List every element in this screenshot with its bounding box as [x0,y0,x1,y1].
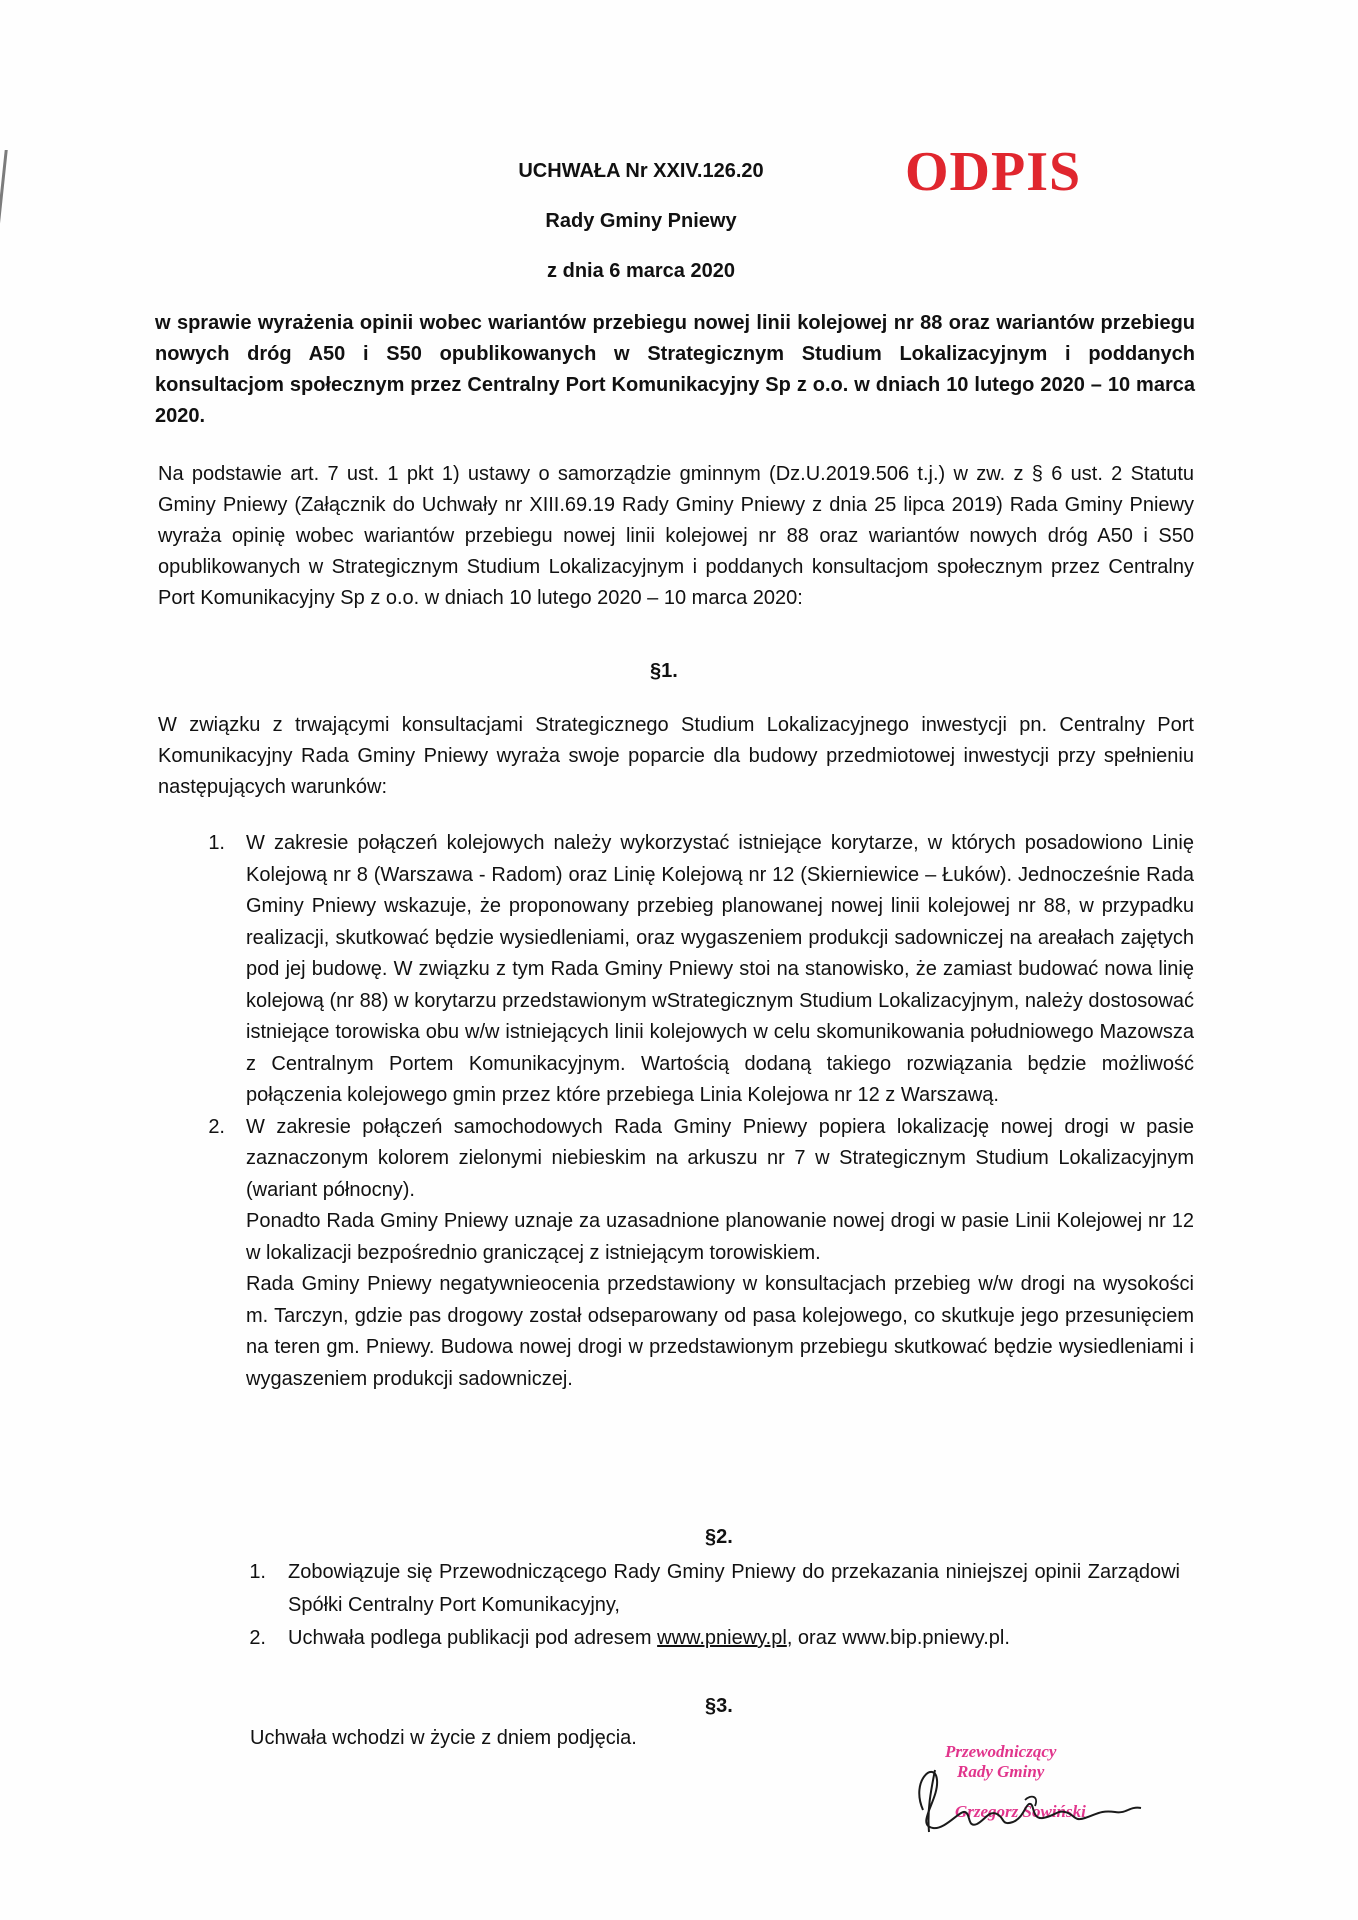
section-1-intro: W związku z trwającymi konsultacjami Strategicznego Studium Lokalizacyjnego inwestycji pn. Centralny Port Komunikacyjny Rada Gminy Pniewy wyraża swoje poparcie dla budowy przedmiotowej inwestycji przy spełnieniu następujących warunków: [158,714,1194,798]
section-1-title: §1. [650,660,678,682]
signature-stamp-council: Rady Gminy [957,1762,1045,1781]
publication-text: Uchwała podlega publikacji pod adresem [288,1627,658,1649]
list-item-text: Zobowiązuje się Przewodniczącego Rady Gminy Pniewy do przekazania niniejszej opinii Zarządowi Spółki Centralny Port Komunikacyjny, [288,1561,1180,1616]
section-2-title: §2. [705,1526,733,1548]
list-item [158,1112,1194,1396]
entry-into-force: Uchwała wchodzi w życie z dniem podjęcia. [250,1727,637,1749]
section-1-list [158,828,1194,1395]
item-paragraph: W zakresie połączeń samochodowych Rada Gminy Pniewy popiera lokalizację nowej drogi w pasie zaznaczonym kolorem zielonymi niebieskim na arkuszu nr 7 w Strategicznym Studium Lokalizacyjnym (wariant północny). [246,1115,1194,1201]
resolution-number: UCHWAŁA Nr XXIV.126.20 [518,160,764,182]
copy-stamp: ODPIS [905,141,1082,203]
item-paragraph: W zakresie połączeń kolejowych należy wykorzystać istniejące korytarze, w których posadowiono Linię Kolejową nr 8 (Warszawa - Radom) oraz Linię Kolejową nr 12 (Skierniewice – Łuków). Jednocześnie Rada Gminy Pniewy wskazuje, że proponowany przebieg planowanej nowej linii kolejowej nr 88, w przypadku realizacji, skutkować będzie wysiedleniami, oraz wygaszeniem produkcji sadowniczej na areałach zajętych pod jej budowę. W związku z tym Rada Gminy Pniewy stoi na stanowisko, że zamiast budować nowa linię kolejową (nr 88) w korytarzu przedstawionym wStrategicznym Studium Lokalizacyjnym, należy dostosować istniejące torowiska obu w/w istniejących linii kolejowych w celu skomunikowania południowego Mazowsza z Centralnym Portem Komunikacyjnym. Wartością dodaną takiego rozwiązania będzie możliwość połączenia kolejowego gmin przez które przebiega Linia Kolejowa nr 12 z Warszawą. [246,832,1194,1106]
list-item [220,1622,1180,1655]
item-paragraph: Ponadto Rada Gminy Pniewy uznaje za uzasadnione planowanie nowej drogi w pasie Linii Kolejowej nr 12 w lokalizacji bezpośrednio graniczącej z istniejącym torowiskiem. [246,1210,1194,1264]
section-2-list [220,1556,1180,1655]
resolution-subject: w sprawie wyrażenia opinii wobec wariantów przebiegu nowej linii kolejowej nr 88 oraz wariantów przebiegu nowych dróg A50 i S50 opublikowanych w Strategicznym Studium Lokalizacyjnym i poddanych konsultacjom społecznym przez Centralny Port Komunikacyjny Sp z o.o. w dniach 10 lutego 2020 – 10 marca 2020. [155,312,1195,427]
list-item [158,828,1194,1112]
list-item-text [288,1622,1180,1655]
resolution-date: z dnia 6 marca 2020 [547,260,735,282]
chairman-signature [905,1740,1165,1840]
legal-basis: Na podstawie art. 7 ust. 1 pkt 1) ustawy o samorządzie gminnym (Dz.U.2019.506 t.j.) w zw. z § 6 ust. 2 Statutu Gminy Pniewy (Załącznik do Uchwały nr XIII.69.19 Rady Gminy Pniewy z dnia 25 lipca 2019) Rada Gminy Pniewy wyraża opinię wobec wariantów przebiegu nowej linii kolejowej nr 88 oraz wariantów nowych dróg A50 i S50 opublikowanych w Strategicznym Studium Lokalizacyjnym i poddanych konsultacjom społecznym przez Centralny Port Komunikacyjny Sp z o.o. w dniach 10 lutego 2020 – 10 marca 2020: [158,463,1194,609]
signature-stamp-title: Przewodniczący [945,1742,1057,1761]
list-item-text [246,828,1194,1112]
publication-text-end: , oraz www.bip.pniewy.pl. [786,1627,1010,1649]
signature-stamp-name: Grzegorz Sowiński [955,1802,1086,1821]
list-item-number: 2. [249,1627,266,1649]
list-item-text [246,1112,1194,1396]
handwritten-signature [905,1740,1165,1840]
list-item [220,1556,1180,1622]
list-item-number: 2. [208,1115,225,1138]
section-3-title: §3. [705,1695,733,1717]
item-paragraph: Rada Gminy Pniewy negatywnieocenia przedstawiony w konsultacjach przebieg w/w drogi na wysokości m. Tarczyn, gdzie pas drogowy został odseparowany od pasa kolejowego, co skutkuje jego przesunięciem na teren gm. Pniewy. Budowa nowej drogi w przedstawionym przebiegu skutkować będzie wysiedleniami i wygaszeniem produkcji sadowniczej. [246,1273,1194,1390]
list-item-number: 1. [249,1561,266,1583]
website-link[interactable]: www.pniewy.pl [657,1627,787,1649]
list-item-number: 1. [208,832,225,854]
council-name: Rady Gminy Pniewy [545,210,737,232]
